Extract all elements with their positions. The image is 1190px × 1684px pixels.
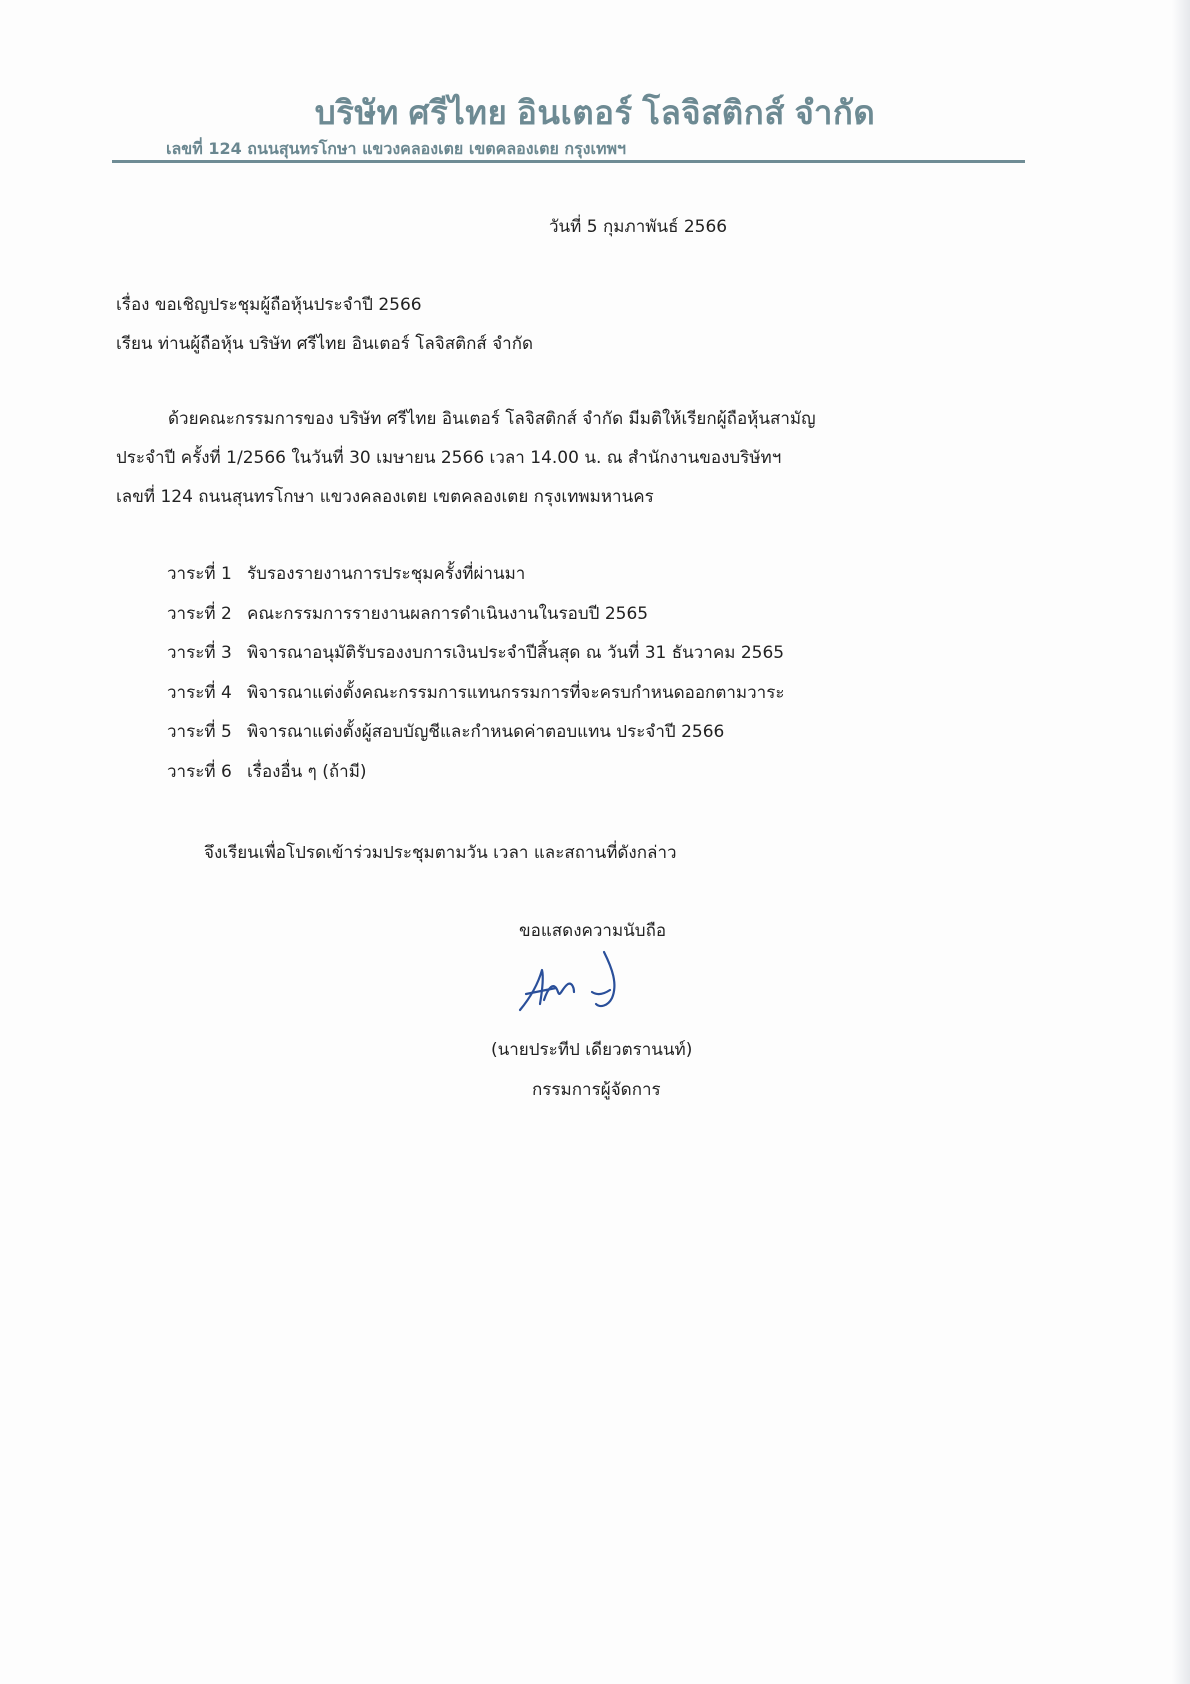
agenda-text: เรื่องอื่น ๆ (ถ้ามี) — [247, 761, 367, 782]
agenda-item — [167, 721, 784, 761]
agenda-item — [167, 642, 784, 682]
agenda-item — [167, 682, 784, 722]
signer-name: (นายประทีป เดียวตรานนท์) — [491, 1040, 693, 1060]
body-line-1: ด้วยคณะกรรมการของ บริษัท ศรีไทย อินเตอร์ โลจิสติกส์ จำกัด มีมติให้เรียกผู้ถือหุ้นสามัญ — [168, 409, 816, 429]
agenda-text: พิจารณาอนุมัติรับรองงบการเงินประจำปีสิ้นสุด ณ วันที่ 31 ธันวาคม 2565 — [247, 643, 785, 663]
letter-subject: เรื่อง ขอเชิญประชุมผู้ถือหุ้นประจำปี 2566 — [116, 295, 422, 315]
agenda-text: พิจารณาแต่งตั้งคณะกรรมการแทนกรรมการที่จะครบกำหนดออกตามวาระ — [247, 682, 785, 703]
agenda-number: วาระที่ 3 — [167, 643, 232, 663]
company-name: บริษัท ศรีไทย อินเตอร์ โลจิสติกส์ จำกัด — [314, 94, 876, 131]
body-line-3: เลขที่ 124 ถนนสุนทรโกษา แขวงคลองเตย เขตคลองเตย กรุงเทพมหานคร — [116, 487, 654, 507]
agenda-text: พิจารณาแต่งตั้งผู้สอบบัญชีและกำหนดค่าตอบแทน ประจำปี 2566 — [247, 722, 725, 742]
page-edge-shadow — [1172, 0, 1190, 1684]
agenda-text: รับรองรายงานการประชุมครั้งที่ผ่านมา — [247, 564, 526, 584]
letterhead-divider — [112, 160, 1025, 163]
company-address: เลขที่ 124 ถนนสุนทรโกษา แขวงคลองเตย เขตคลองเตย กรุงเทพฯ — [166, 139, 627, 158]
agenda-item — [167, 563, 784, 603]
agenda-item — [167, 761, 784, 801]
agenda-list — [167, 563, 784, 800]
closing-sentence: จึงเรียนเพื่อโปรดเข้าร่วมประชุมตามวัน เวลา และสถานที่ดังกล่าว — [204, 843, 677, 863]
letter-salutation: เรียน ท่านผู้ถือหุ้น บริษัท ศรีไทย อินเตอร์ โลจิสติกส์ จำกัด — [116, 334, 534, 354]
agenda-number: วาระที่ 1 — [167, 564, 232, 584]
signer-title: กรรมการผู้จัดการ — [532, 1080, 661, 1100]
agenda-item — [167, 603, 784, 643]
agenda-number: วาระที่ 4 — [167, 682, 232, 703]
body-line-2: ประจำปี ครั้งที่ 1/2566 ในวันที่ 30 เมษายน 2566 เวลา 14.00 น. ณ สำนักงานของบริษัทฯ — [116, 448, 782, 468]
handwritten-signature — [512, 948, 632, 1018]
regards-line: ขอแสดงความนับถือ — [519, 921, 667, 941]
agenda-number: วาระที่ 5 — [167, 722, 232, 742]
agenda-number: วาระที่ 2 — [167, 603, 232, 624]
agenda-text: คณะกรรมการรายงานผลการดำเนินงานในรอบปี 2565 — [247, 603, 649, 624]
agenda-number: วาระที่ 6 — [167, 761, 232, 782]
letter-date: วันที่ 5 กุมภาพันธ์ 2566 — [549, 217, 728, 237]
